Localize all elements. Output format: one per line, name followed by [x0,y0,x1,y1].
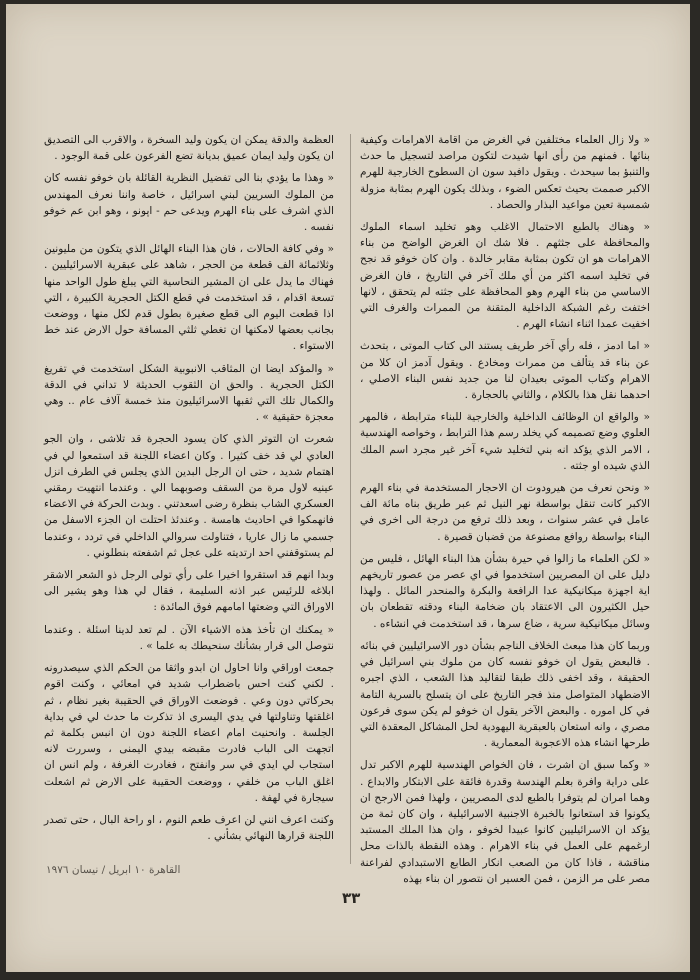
paragraph: جمعت اوراقي وانا احاول ان ابدو واثقا من الحكم الذي سيصدرونه . لكني كنت احس باضطراب شديد في امعائي ، وكنت اقوم بحركاتي دون وعي . فوضعت الاوراق في الحقيبة بغير نظام ، ثم اغلقتها وتناولتها في يدي اليسرى اذ تذكرت ما حدث لي في بداية الجلسة . وانحنيت امام اعضاء اللجنة دون ان انبس بكلمة ثم اتجهت الى الباب فادرت مقبضه بيدي اليمنى ، وسررت لانه استجاب لي ايدي في سر وانفتح ، فغادرت الغرفة ، ولم انس ان اغلق الباب من خلفي ، ووضعت الحقيبة على الارض ثم اشعلت سيجارة في لهفة . [44,662,334,804]
paragraph: « وهناك بالطبع الاحتمال الاغلب وهو تخليد اسماء الملوك والمحافظة على جثثهم . فلا شك ان الغرض الواضح من بناء الاهرامات هو ان تكون بمثابة مقابر خالدة . وان كان خوفو قد نجح في تخليد اسمه اكثر من أي ملك آخر في التاريخ ، فان الغرض الاساسي من بناء الهرم وهو المحافظة على جثته لم يتحقق ، لانها اختفت رغم الشبكة الداخلية المتقنة من الممرات والغرف التي اخفيت عمدا اثناء انشاء الهرم . [360,221,650,331]
paragraph: « لكن العلماء ما زالوا في حيرة بشأن هذا البناء الهائل ، فليس من دليل على ان المصريين استخدموا في اي عصر من عصور تاريخهم اية اجهزة ميكانيكية عدا الرافعة والبكرة والمنحدر المائل . ولهذا حيل الكثيرون الى الاعتقاد بان ضخامة البناء ودقته تقطعان بان وسائل ميكانيكية سرية ، ضاع سرها ، قد استخدمت في انشاءه . [360,552,650,630]
paragraph: « والمؤكد ايضا ان المثاقب الانبوبية الشكل استخدمت في تفريغ الكتل الحجرية . والحق ان الثقوب الحديثة لا تداني في الدقة والكمال تلك التي ثقبها الاسرائيليون منذ خمسة آلاف عام .. وهي معجزة حقيقية » . [44,362,334,424]
paragraph: وربما كان هذا مبعث الخلاف الناجم بشأن دور الاسرائيليين في بنائه . فالبعض يقول ان خوفو نفسه كان من ملوك بني اسرائيل في الحقيقة ، وقد اخفى ذلك طبقا لتقاليد هذا الشعب ، الذي اجبره الاضطهاد المتواصل منذ فجر التاريخ على ان يتسلح بالسرية التامة في كل اموره . والبعض الآخر يقول ان خوفو لم يكن سوى فرعون مصري ، وانه استعان بالعبقرية اليهودية لحل المشاكل المعقدة التي طرحها انشاء هذه الاعجوبة المعمارية . [360,639,650,750]
paragraph: وكنت اعرف انني لن اعرف طعم النوم ، او راحة البال ، حتى تصدر اللجنة قرارها النهائي بشأني . [44,813,334,843]
paragraph: « ونحن نعرف من هيرودوت ان الاحجار المستخدمة في بناء الهرم الاكبر كانت تنقل بواسطة نهر النيل ثم عبر طريق بناه مائة الف عامل في عشر سنوات ، وبعد ذلك ترفع من درجة الى اخرى في البناء بواسطة روافع مصنوعة من قضبان قصيرة . [360,482,650,543]
document-page [6,4,690,972]
paragraph: « والواقع ان الوظائف الداخلية والخارجية للبناء مترابطة ، فالمهر العلوي وضع تصميمه كي يخلد رسم هذا الترابط ، وخواصه الهندسية ، الامر الذي يؤكد انه بني لتخليد شيء آخر غير مجرد اسم الملك الذي شيده او جثته . [360,411,650,472]
paragraph: « وفي كافة الحالات ، فان هذا البناء الهائل الذي يتكون من مليونين وثلاثمائة الف قطعة من الحجر ، شاهد على عبقرية الاسرائيليين . فهناك ما يدل على ان المشير النحاسية التي يبلغ طول الواحد منها تسعة اقدام ، قد استخدمت في قطع الكتل الحجرية الكبيرة ، التي اذا قطعت اليوم الى قطع صغيرة بطول قدم لكل منها ، ووضعت بجانب بعضها لامكنها ان تغطي ثلثي المسافة حول الارض عند خط الاستواء . [44,243,334,353]
paragraph: شعرت ان التوتر الذي كان يسود الحجرة قد تلاشى ، وان الجو العادي لي قد خف كثيرا . وكان اعضاء اللجنة قد استمعوا لي في اهتمام شديد ، حتى ان الرجل البدين الذي يجلس في الطرف انزل عينيه لاول مرة من السقف وصوبهما الي . وعندما انتهيت رمقني العسكري الشاب بنظرة رضى اسعدتني . وبدت الحركة في الاعضاء فانهمكوا في احاديث هامسة . وعندئذ احتلت ان الجزء الاسفل من جسمي ما زال عاريا ، فتناولت سروالي الداخلي في تردد ، وعندما لم يستوقفني احد ارتديته على عجل ثم اشفعته بنطلوني . [44,433,334,559]
column-divider [350,134,351,864]
paragraph: « وكما سبق ان اشرت ، فان الخواص الهندسية للهرم الاكبر تدل على دراية وافرة بعلم الهندسة وقدرة فائقة على الابتكار والابداع . وهما امران لم يتوفرا بالطبع لدى المصريين ، ولهذا فمن الارجح ان يكونوا قد استعانوا بالخبرة الاجنبية الاسرائيلية ، وان كان ثمة من يؤكد ان الاسرائيليين كانوا عبيدا لخوفو ، وان هذا الملك المستبد ارغمهم على العمل في بناء الاهرام . وهذه النقطة بالذات محل مناقشة ، فاذا كان من الصعب انكار الطابع الاستبدادي لفراعنة مصر على مر الزمن ، فمن العسير ان نتصور ان بناء بهذه [360,759,650,885]
paragraph: « ولا زال العلماء مختلفين في الغرض من اقامة الاهرامات وكيفية بنائها . فمنهم من رأى انها شيدت لتكون مراصد لتسجيل ما حدث والتنبؤ بما سيحدث . ويقول دافيد سون ان السطوح الخارجية للهرم الاكبر صممت بحيث تعكس الضوء ، وبذلك يكون الهرم بمثابة مزولة شمسية تعين مواعيد البذار والحصاد . [360,134,650,211]
page-number: ٣٣ [342,889,361,907]
paragraph: وبدا انهم قد استقروا اخيرا على رأي تولى الرجل ذو الشعر الاشقر ابلاغه للرئيس عبر اذنه السليمة ، فقال لي هذا وهو يشير الى الاوراق التي وضعتها امامهم فوق المائدة : [44,569,334,614]
paragraph: « وهذا ما يؤدي بنا الى تفضيل النظرية القائلة بان خوفو نفسه كان من الملوك السريين لبني اسرائيل ، خاصة واننا نعرف المهندس الذي اشرف على بناء الهرم ويدعى حم - اپونو ، وهو ابن عم خوفو نفسه . [44,172,334,234]
paragraph: « يمكنك ان تأخذ هذه الاشياء الآن . لم تعد لدينا اسئلة . وعندما نتوصل الى قرار بشأنك سنحيطك به علما » . [44,623,334,652]
right-column [360,132,650,893]
left-column [44,132,334,850]
paragraph: العظمة والدقة يمكن ان يكون وليد السخرة ، والاقرب الى التصديق ان يكون وليد ايمان عميق بديانة تضع الفرعون على قمة الوجود . [44,134,334,163]
paragraph: « اما ادمز ، فله رأي آخر طريف يستند الى كتاب الموتى ، بتحدث عن بناء قد يتألف من ممرات ومخادع . ويقول آدمز ان كلا من الاهرام وكتاب الموتى بعيدان لنا من جديد نفس البناء الاصلي ، احدهما نقل هذا بالكلام ، والثاني بالحجارة . [360,340,650,402]
date-line: القاهرة ١٠ ابريل / نيسان ١٩٧٦ [46,864,181,876]
